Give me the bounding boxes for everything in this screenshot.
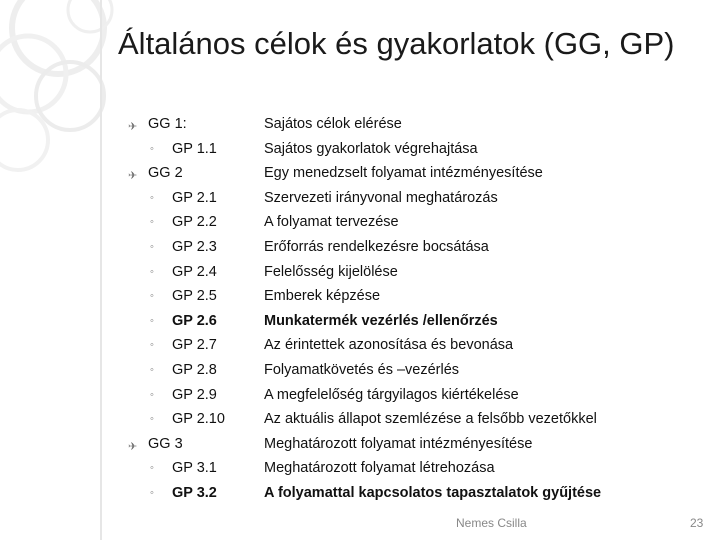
- page-number: 23: [690, 516, 704, 530]
- item-label: GG 3: [148, 435, 183, 452]
- bullet-icon: ✈: [128, 121, 138, 133]
- item-description: Egy menedzselt folyamat intézményesítése: [264, 165, 543, 182]
- sub-bullet-icon: ◦: [150, 413, 154, 426]
- item-label: GP 2.2: [172, 214, 217, 231]
- item-description: Sajátos gyakorlatok végrehajtása: [264, 140, 478, 157]
- list-item: [0, 237, 720, 261]
- list-item: [0, 409, 720, 433]
- list-item: [0, 360, 720, 384]
- list-item: [0, 385, 720, 409]
- list-item: [0, 114, 720, 138]
- item-label: GP 2.4: [172, 263, 217, 280]
- item-label: GP 2.8: [172, 362, 217, 378]
- list-item: [0, 262, 720, 286]
- list-item: [0, 311, 720, 335]
- item-description: A folyamat tervezése: [264, 214, 399, 231]
- item-description: Folyamatkövetés és –vezérlés: [264, 362, 460, 378]
- slide-title: Általános célok és gyakorlatok (GG, GP): [118, 26, 675, 61]
- sub-bullet-icon: ◦: [150, 241, 154, 253]
- sub-bullet-icon: ◦: [150, 265, 154, 278]
- list-item: [0, 434, 720, 458]
- item-description: Az érintettek azonosítása és bevonása: [264, 337, 514, 354]
- sub-bullet-icon: ◦: [150, 290, 154, 303]
- item-label: GP 3.2: [172, 485, 217, 501]
- list-item: [0, 335, 720, 359]
- bullet-icon: ✈: [128, 170, 138, 183]
- list-item: [0, 458, 720, 482]
- item-label: GG 1:: [148, 116, 187, 132]
- sub-bullet-icon: ◦: [150, 142, 154, 155]
- item-description: Munkatermék vezérlés /ellenőrzés: [264, 312, 498, 329]
- item-description: Szervezeti irányvonal meghatározás: [264, 189, 498, 206]
- item-label: GP 2.9: [172, 386, 217, 403]
- sub-bullet-icon: ◦: [150, 364, 154, 376]
- item-label: GP 2.7: [172, 337, 217, 354]
- item-label: GP 2.1: [172, 189, 217, 206]
- item-description: Az aktuális állapot szemlézése a felsőbb vezetőkkel: [264, 411, 597, 428]
- list-item: [0, 163, 720, 187]
- sub-bullet-icon: ◦: [150, 388, 154, 401]
- sub-bullet-icon: ◦: [150, 487, 154, 499]
- bullet-icon: ✈: [128, 440, 138, 453]
- sub-bullet-icon: ◦: [150, 191, 154, 204]
- item-label: GP 1.1: [172, 140, 217, 157]
- list-item: [0, 188, 720, 212]
- list-item: [0, 139, 720, 163]
- list-item: [0, 286, 720, 310]
- item-label: GP 2.3: [172, 239, 217, 255]
- item-label: GP 2.6: [172, 312, 217, 329]
- item-description: A megfelelőség tárgyilagos kiértékelése: [264, 386, 519, 403]
- item-label: GP 2.5: [172, 288, 217, 305]
- item-label: GP 3.1: [172, 460, 217, 477]
- item-label: GP 2.10: [172, 411, 225, 428]
- sub-bullet-icon: ◦: [150, 462, 154, 475]
- sub-bullet-icon: ◦: [150, 339, 154, 352]
- item-description: Meghatározott folyamat létrehozása: [264, 460, 495, 477]
- item-label: GG 2: [148, 165, 183, 182]
- footer-author: Nemes Csilla: [456, 516, 527, 530]
- sub-bullet-icon: ◦: [150, 314, 154, 327]
- list-item: [0, 483, 720, 507]
- item-description: Emberek képzése: [264, 288, 381, 305]
- item-description: Felelősség kijelölése: [264, 263, 398, 280]
- list-item: [0, 212, 720, 236]
- item-description: Sajátos célok elérése: [264, 116, 402, 132]
- item-description: A folyamattal kapcsolatos tapasztalatok gyűjtése: [264, 485, 602, 501]
- item-description: Erőforrás rendelkezésre bocsátása: [264, 239, 489, 255]
- sub-bullet-icon: ◦: [150, 216, 154, 229]
- item-description: Meghatározott folyamat intézményesítése: [264, 435, 533, 452]
